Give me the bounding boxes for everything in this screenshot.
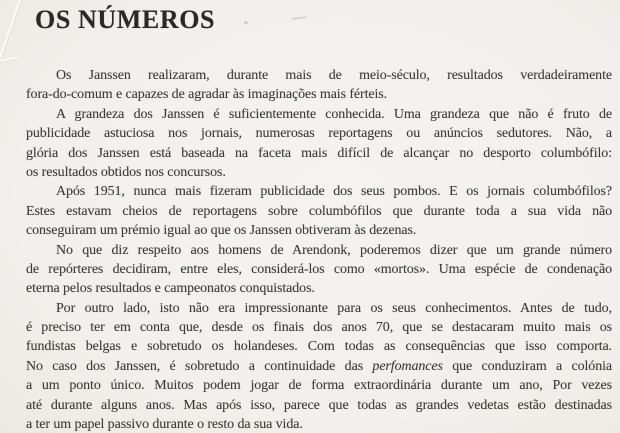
text-segment: No que diz respeito aos homens de Arendonk, poderemos dizer que um grande número: [56, 242, 612, 258]
text-line: [26, 337, 612, 356]
text-segment: No caso dos Janssen, é sobretudo a continuidade das: [26, 358, 373, 374]
text-line: [26, 221, 612, 240]
text-line: [26, 415, 612, 433]
text-segment: a um ponto único. Muitos podem jogar de forma extraordinária durante um ano, Por vezes: [26, 378, 612, 394]
paragraph: [26, 241, 612, 299]
text-segment: Após 1951, nunca mais fizeram publicidade dos seus pombos. E os jornais columbófilos?: [56, 184, 612, 200]
text-line: [26, 182, 612, 201]
text-segment: a ter um papel passivo durante o resto da sua vida.: [26, 417, 303, 433]
text-segment: é preciso ter em conta que, desde os finais dos anos 70, que se destacaram muito mais os: [26, 320, 612, 336]
paragraph: [26, 299, 612, 433]
text-segment: publicidade astuciosa nos jornais, numerosas reportagens ou anúncios sedutores. Não, a: [26, 126, 612, 142]
text-segment: Estes estavam cheios de reportagens sobre columbófilos que durante toda a sua vida não: [26, 203, 612, 219]
text-segment: fundistas belgas e sobretudo os holandeses. Com todas as consequências que isso comporta.: [26, 339, 612, 355]
text-segment: até durante alguns anos. Mas após isso, parece que todas as grandes vedetas estão destinadas: [26, 397, 612, 413]
text-segment: fora-do-comum e capazes de agradar às imaginações mais férteis.: [26, 87, 388, 103]
text-segment: eterna pelos resultados e campeonatos conquistados.: [26, 281, 315, 297]
text-line: [26, 260, 612, 279]
text-line: [26, 299, 612, 318]
text-line: [26, 376, 612, 395]
text-segment: glória dos Janssen está baseada na faceta mais difícil de alcançar no desporto columbófilo:: [26, 145, 612, 161]
paragraph: [26, 182, 612, 240]
text-line: [26, 85, 612, 104]
text-line: [26, 357, 612, 376]
text-line: [26, 66, 612, 85]
text-line: [26, 124, 612, 143]
text-segment: Os Janssen realizaram, durante mais de meio-século, resultados verdadeiramente: [56, 68, 612, 83]
paragraph: [26, 66, 612, 105]
text-line: [26, 144, 612, 163]
document-body: [26, 66, 612, 433]
text-line: [26, 279, 612, 298]
text-segment: que conduziram a colónia: [442, 358, 612, 374]
scan-smudge-artifact: [291, 16, 307, 20]
italic-text: perfomances: [372, 358, 443, 374]
text-line: [26, 318, 612, 337]
text-segment: conseguiram um prémio igual ao que os Janssen obtiveram às dezenas.: [26, 223, 417, 239]
text-segment: Por outro lado, isto não era impressionante para os seus conhecimentos. Antes de tudo,: [56, 300, 612, 316]
text-segment: os resultados obtidos nos concursos.: [26, 164, 226, 180]
page-title: OS NÚMEROS: [35, 5, 216, 34]
text-segment: A grandeza dos Janssen é suficientemente conhecida. Uma grandeza que não é fruto de: [56, 106, 612, 122]
text-line: [26, 241, 612, 260]
text-line: [26, 202, 612, 221]
text-line: [26, 163, 612, 182]
text-line: [26, 396, 612, 415]
text-segment: de repórteres decidiram, entre eles, considerá-los como «mortos». Uma espécie de condenação: [26, 261, 612, 277]
paragraph: [26, 105, 612, 183]
text-line: [26, 105, 612, 124]
scan-crease-artifact: [0, 56, 18, 62]
scan-smudge-artifact: [244, 21, 248, 24]
scan-crease-artifact: [0, 0, 23, 64]
